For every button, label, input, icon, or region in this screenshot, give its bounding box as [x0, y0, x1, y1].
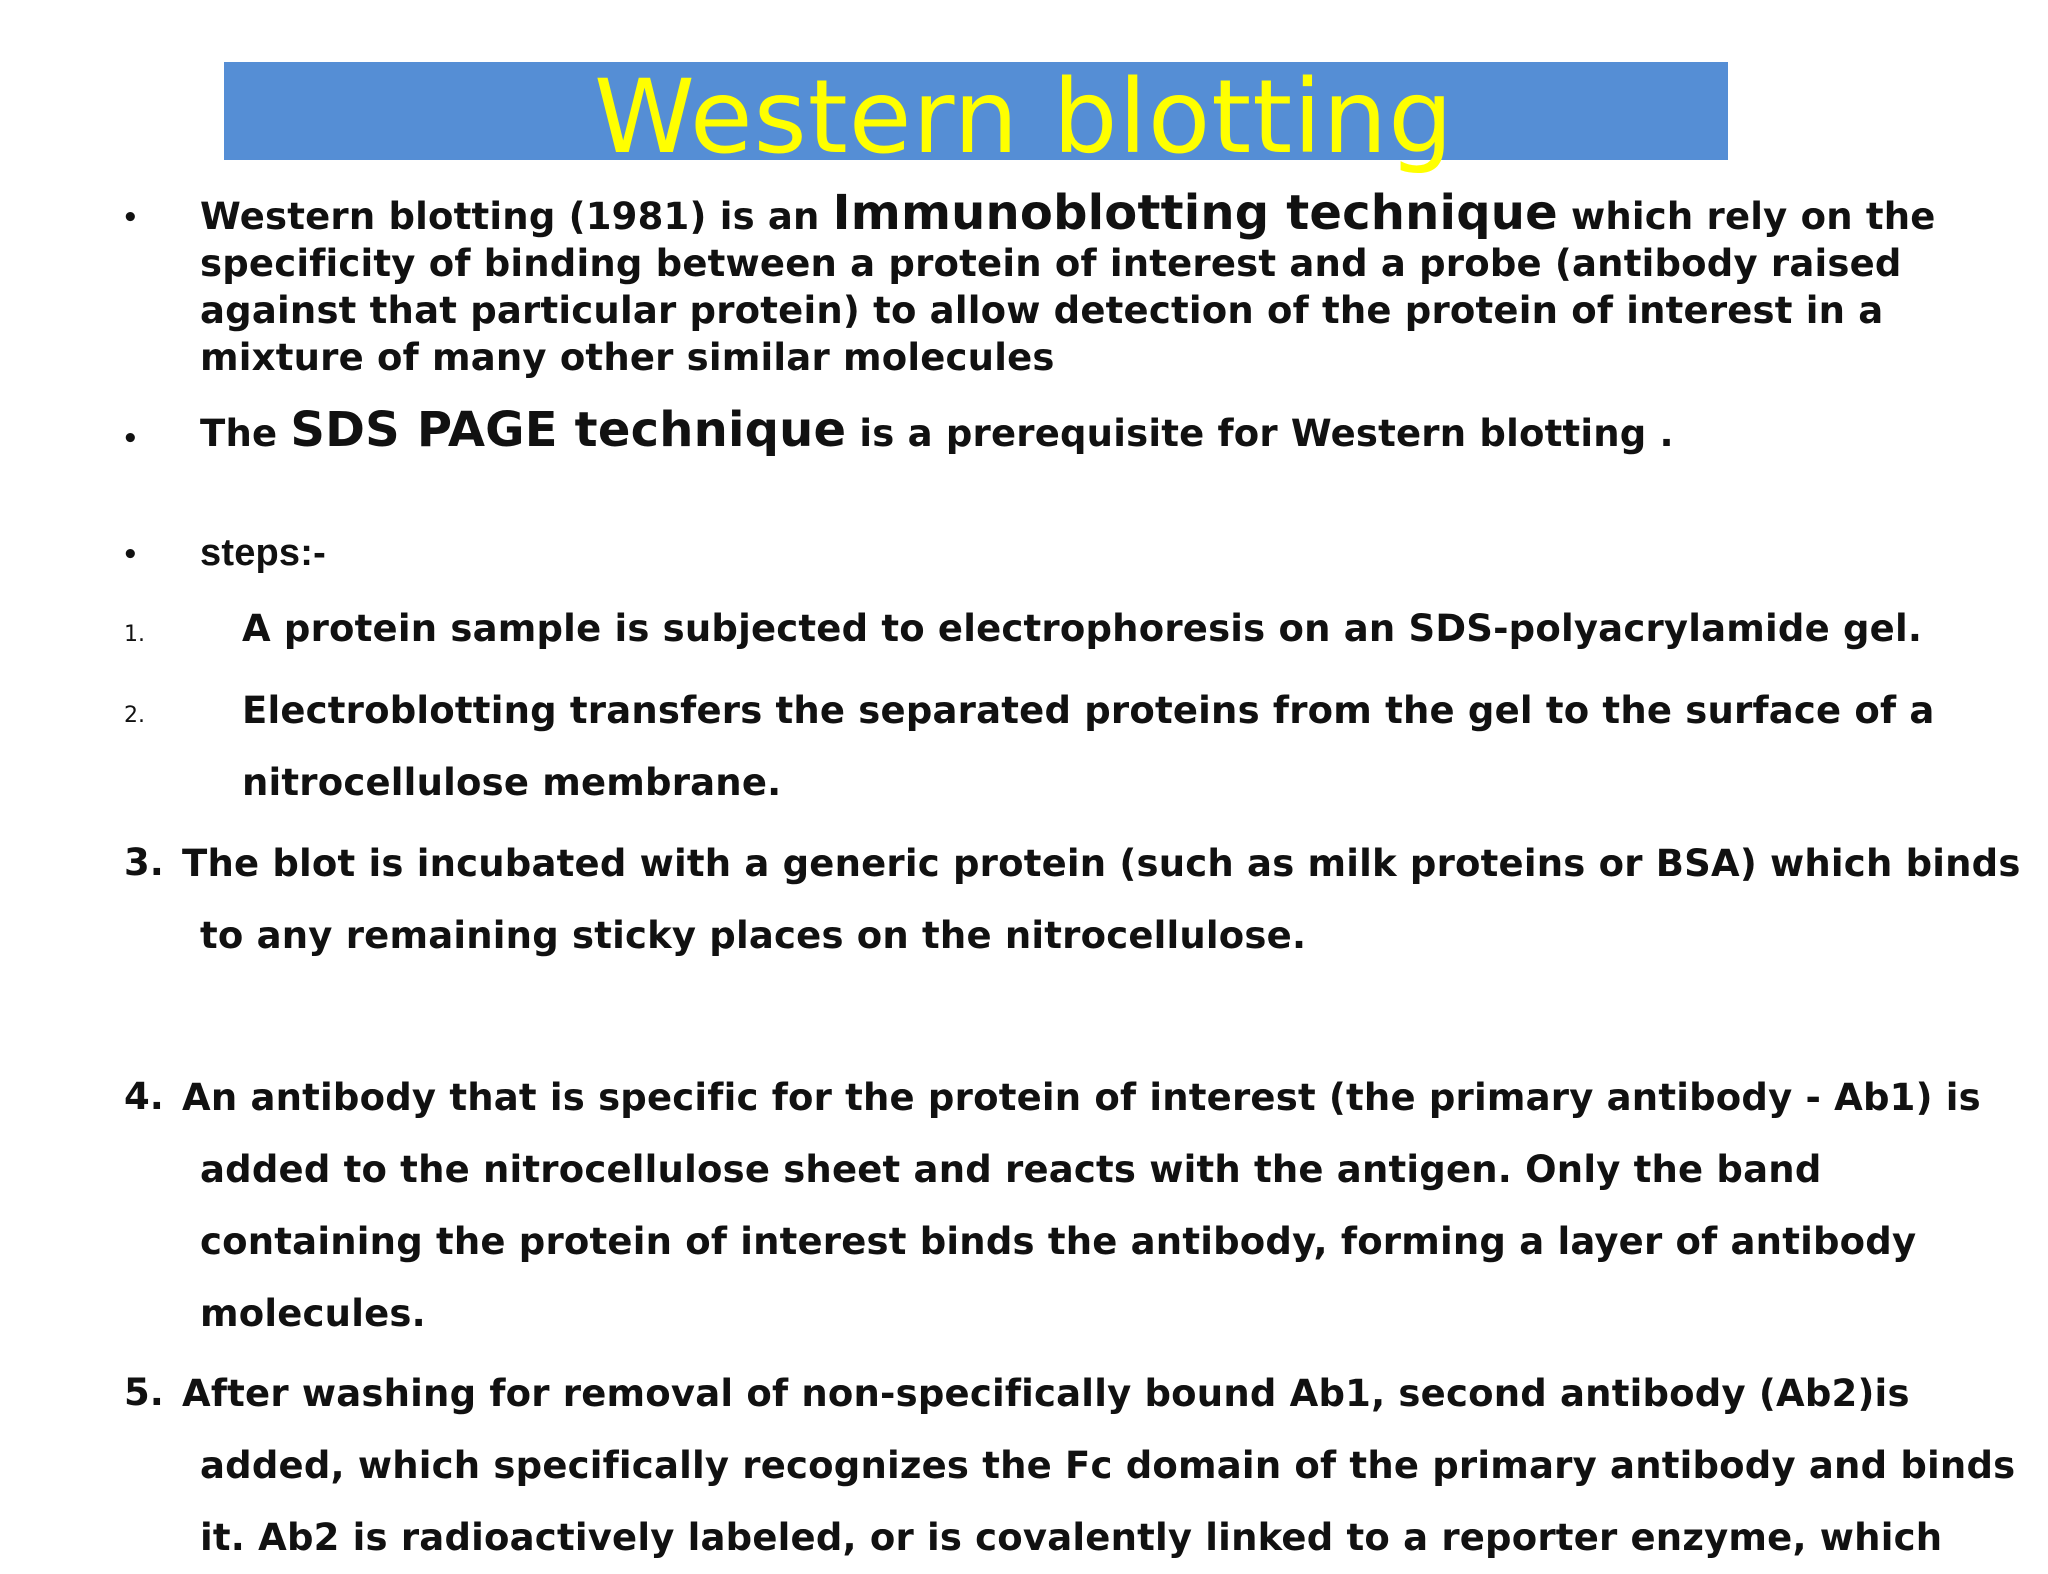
step3-paragraph-cont	[200, 900, 1306, 972]
bullet1-paragraph	[200, 185, 1936, 381]
bullet2-paragraph	[200, 402, 1674, 458]
sds-page-emphasis: SDS PAGE technique	[290, 402, 847, 458]
step3-paragraph	[182, 828, 2021, 900]
bullet1-line1	[200, 185, 1936, 241]
step5-line1: After washing for removal of non-specifically bound Ab1, second antibody (Ab2)is	[182, 1372, 1910, 1415]
bullet2-pre: The	[200, 412, 291, 455]
step2-line2: nitrocellulose membrane.	[242, 761, 782, 804]
step1-text: A protein sample is subjected to electrophoresis on an SDS-polyacrylamide gel.	[242, 607, 1923, 650]
step5-line2: added, which specifically recognizes the Fc domain of the primary antibody and binds	[200, 1444, 2016, 1487]
step5-paragraph-cont	[200, 1430, 2015, 1574]
bullet1-post: which rely on the	[1557, 195, 1936, 238]
bullet1-line4: mixture of many other similar molecules	[200, 336, 1055, 379]
step1-number: 1.	[124, 622, 145, 647]
step3-line2: to any remaining sticky places on the nitrocellulose.	[200, 914, 1307, 957]
step4-paragraph-cont	[200, 1134, 1916, 1350]
step5-line1-wrap	[182, 1358, 1910, 1430]
bullet1-pre: Western blotting (1981) is an	[200, 195, 833, 238]
step4-line3: containing the protein of interest binds the antibody, forming a layer of antibody	[200, 1220, 1917, 1263]
steps-heading: steps:-	[200, 532, 326, 574]
step4-line1: An antibody that is specific for the protein of interest (the primary antibody - Ab1) is	[182, 1076, 1981, 1119]
step4-line1-wrap	[182, 1062, 1981, 1134]
step2-number: 2.	[124, 703, 145, 728]
step3-line1: The blot is incubated with a generic protein (such as milk proteins or BSA) which binds	[182, 842, 2021, 885]
step2-line1: Electroblotting transfers the separated proteins from the gel to the surface of a	[242, 689, 1935, 732]
bullet-marker: •	[122, 540, 139, 570]
bullet1-line2: specificity of binding between a protein of interest and a probe (antibody raised	[200, 242, 1902, 285]
step3-number: 3.	[124, 841, 164, 884]
step5-number: 5.	[124, 1371, 164, 1414]
step4-line2: added to the nitrocellulose sheet and reacts with the antigen. Only the band	[200, 1148, 1822, 1191]
bullet2-post: is a prerequisite for Western blotting .	[846, 412, 1674, 455]
step4-line4: molecules.	[200, 1292, 426, 1335]
step4-number: 4.	[124, 1075, 164, 1118]
bullet-marker: •	[122, 203, 139, 233]
bullet-marker: •	[122, 424, 139, 454]
step2-paragraph	[242, 675, 1935, 819]
step5-line3: it. Ab2 is radioactively labeled, or is covalently linked to a reporter enzyme, which	[200, 1516, 1943, 1559]
bullet1-line3: against that particular protein) to allow detection of the protein of interest in a	[200, 289, 1884, 332]
slide-title: Western blotting	[594, 58, 1454, 177]
immunoblotting-emphasis: Immunoblotting technique	[832, 185, 1558, 241]
